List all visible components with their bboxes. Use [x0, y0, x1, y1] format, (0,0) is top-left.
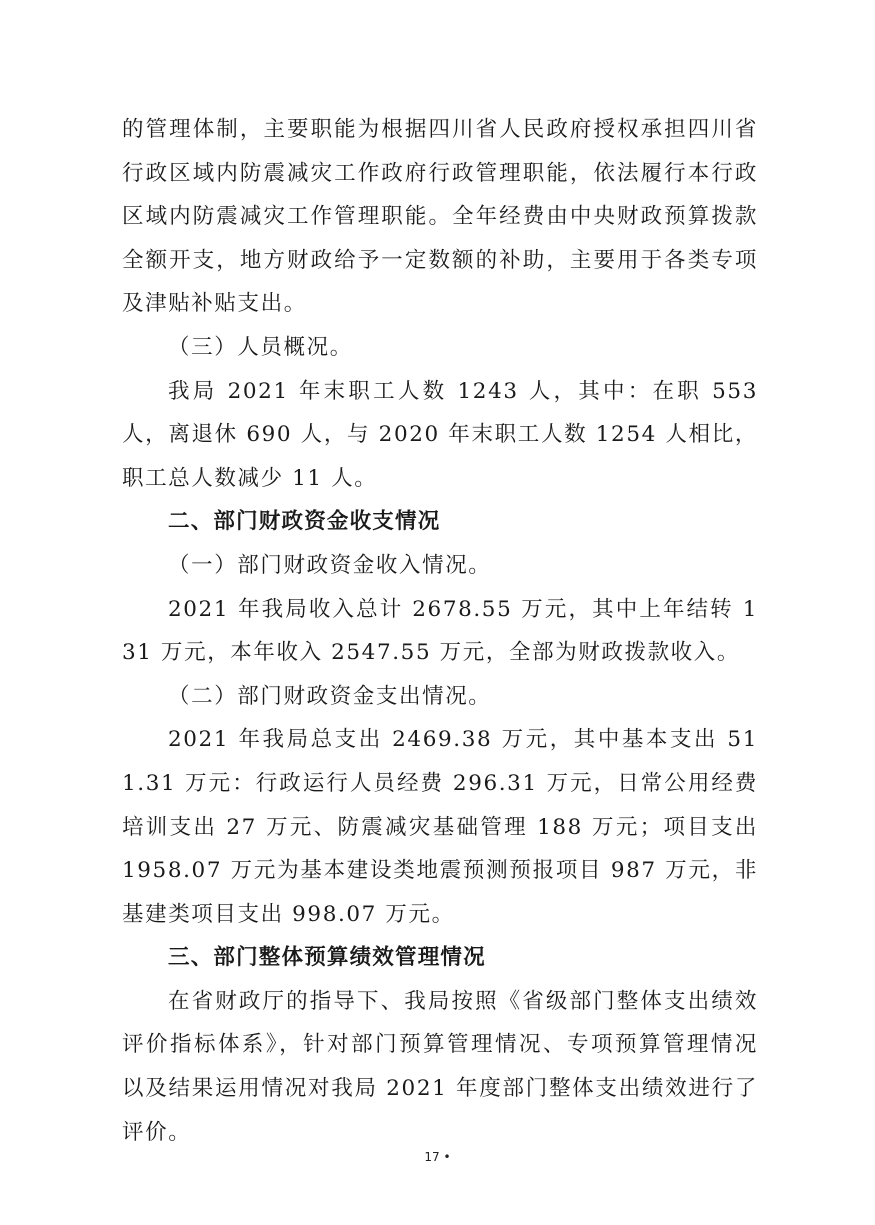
subheading-income: （一）部门财政资金收入情况。 [168, 552, 492, 578]
page-number: 17 • [424, 1150, 451, 1164]
subheading-personnel-overview: （三）人员概况。 [168, 334, 353, 360]
paragraph-management-system: 的管理体制，主要职能为根据四川省人民政府授权承担四川省行政区域内防震减灾工作政府行政管理职能，依法履行本行政区域内防震减灾工作管理职能。全年经费由中央财政预算拨款全额开支，地方财政给予一定数额的补助，主要用于各类专项及津贴补贴支出。 [122, 117, 758, 317]
heading-finance-income-expenditure: 二、部门财政资金收支情况 [168, 509, 441, 535]
heading-performance-management: 三、部门整体预算绩效管理情况 [168, 945, 486, 971]
subheading-expenditure: （二）部门财政资金支出情况。 [168, 683, 492, 709]
paragraph-income: 2021 年我局收入总计 2678.55 万元，其中上年结转 131 万元，本年收入 2547.55 万元，全部为财政拨款收入。 [122, 596, 758, 666]
paragraph-personnel: 我局 2021 年末职工人数 1243 人，其中：在职 553 人，离退休 690 人，与 2020 年末职工人数 1254 人相比，职工总人数减少 11 人。 [122, 378, 758, 491]
paragraph-performance: 在省财政厅的指导下、我局按照《省级部门整体支出绩效评价指标体系》，针对部门预算管理情况、专项预算管理情况以及结果运用情况对我局 2021 年度部门整体支出绩效进行了评价。 [122, 988, 758, 1145]
document-body [122, 108, 758, 1154]
paragraph-expenditure: 2021 年我局总支出 2469.38 万元，其中基本支出 511.31 万元：行政运行人员经费 296.31 万元，日常公用经费培训支出 27 万元、防震减灾基础管理 188 万元；项目支出 1958.07 万元为基本建设类地震预测预报项目 987 万元，非基建类项目支出 998.07 万元。 [122, 727, 758, 927]
